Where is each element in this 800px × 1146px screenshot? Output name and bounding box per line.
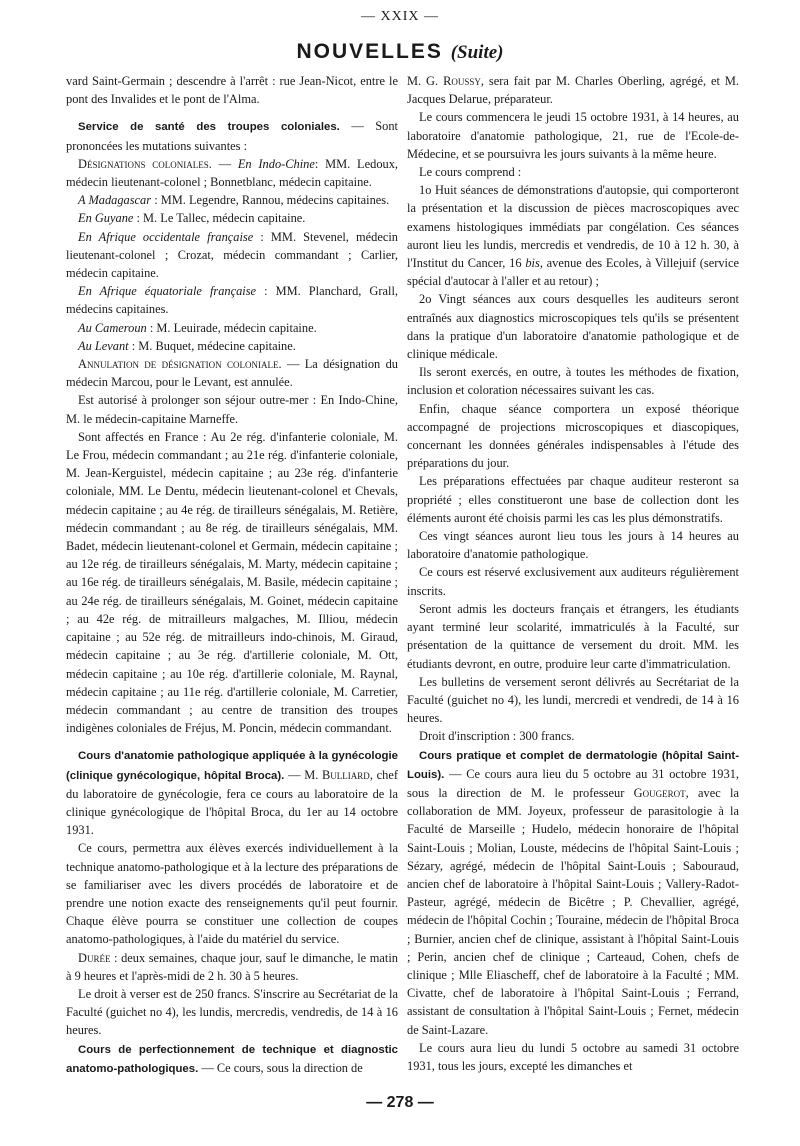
section-head-dermatologie: Cours pratique et complet de dermatologie (hôpital Saint-Louis). — [407, 749, 739, 781]
section-head-anapath: Cours d'anatomie pathologique appliquée à la gynécologie (clinique gynécologique, hôpital Broca). — [66, 750, 398, 782]
paragraph-inscription: Droit d'inscription : 300 francs. — [419, 729, 575, 744]
page-number: — 278 — — [366, 1094, 434, 1111]
paragraph-annulation: Annulation de désignation coloniale. — La désignation du médecin Marcou, pour le Levant, est annulée. — [66, 357, 398, 390]
roman-page-number: — XXIX — — [361, 9, 439, 24]
paragraph-exerces: Ils seront exercés, en outre, à toutes les méthodes de fixation, inclusion et coloration nécessaires suivant les cas. — [407, 365, 739, 398]
paragraph-continuation: vard Saint-Germain ; descendre à l'arrêt : rue Jean-Nicot, entre le pont des Invalides et le pont de l'Alma. — [66, 74, 398, 107]
paragraph-anapath: Cours d'anatomie pathologique appliquée à la gynécologie (clinique gynécologique, hôpital Broca). — M. Bulliard, chef du laboratoire de gynécologie, fera ce cours au laboratoire de la clinique gynécologique de l'hôpital Broca, du 1er au 14 octobre 1931. — [66, 750, 398, 838]
section-heading — [0, 40, 800, 64]
section-head-perfectionnement: Cours de perfectionnement de technique et diagnostic anatomo-pathologiques. — [66, 1043, 398, 1075]
right-column — [407, 72, 739, 1075]
paragraph-sante: Service de santé des troupes coloniales. — Sont prononcées les mutations suivantes : — [66, 119, 398, 153]
paragraph-aof: En Afrique occidentale française : MM. Stevenel, médecin lieutenant-colonel ; Crozat, médecin commandant ; Carlier, médecin capitaine. — [66, 229, 398, 281]
label-designations: Désignations coloniales. — [78, 156, 212, 171]
paragraph-dermatologie: Cours pratique et complet de dermatologie (hôpital Saint-Louis). — Ce cours aura lieu du 5 octobre au 31 octobre 1931, sous la direction de M. le professeur Gougerot, avec la collaboration de MM. Joyeux, professeur de parasitologie à la Faculté de Marseille ; Hudelo, médecin honoraire de l'hôpital Saint-Louis ; Molian, Louste, médecins de l'hôpital Saint-Louis ; Sézary, agrégé, médecin de l'hôpital Saint-Louis ; Sabouraud, ancien chef de laboratoire à l'hôpital Saint-Louis ; Vallery-Radot-Pasteur, agrégé, médecin de Bicêtre ; P. Chevallier, agrégé, médecin de l'hôpital Cochin ; Touraine, médecin de l'hôpital Broca ; Burnier, ancien chef de clinique, assistant à l'hôpital Saint-Louis ; Perin, ancien chef de clinique ; Carteaud, Cohen, chefs de clinique ; Mlle Eliascheff, chef de laboratoire à la Faculté ; MM. Civatte, chef de laboratoire à l'hôpital Saint-Louis ; Ferrand, assistant de consultation à l'hôpital Saint-Louis ; Fernet, médecin de Saint-Lazare. — [407, 749, 739, 1037]
paragraph-admis: Seront admis les docteurs français et étrangers, les étudiants ayant terminé leur scolarité, immatriculés à la Faculté, sur présentation de la quittance de versement du droit. MM. les étudiants devront, en outre, produire leur carte d'immatriculation. — [407, 601, 739, 671]
paragraph-vingt: Ces vingt séances auront lieu tous les jours à 14 heures au laboratoire d'anatomie pathologique. — [407, 529, 739, 562]
paragraph-designations: Désignations coloniales. — En Indo-Chine: MM. Ledoux, médecin lieutenant-colonel ; Bonnetblanc, médecin capitaine. — [66, 156, 399, 190]
paragraph-item-2: 2o Vingt séances aux cours desquelles les auditeurs seront entraînés aux diagnostics microscopiques tels qu'ils se présentent dans la pratique d'un laboratoire d'anatomie pathologique et de clinique médicale. — [407, 292, 739, 362]
paragraph-ce-cours: Ce cours, permettra aux élèves exercés individuellement à la technique anatomo-pathologique et à la lecture des préparations de se familiariser avec les divers procédés de laboratoire et de prendre une notion exacte des renseignements qu'il peut fournir. Chaque élève pourra se constituer une collection de coupes anatomo-pathologiques, à l'aide du matériel du service. — [66, 841, 398, 947]
paragraph-aef: En Afrique équatoriale française : MM. Planchard, Grall, médecins capitaines. — [66, 284, 398, 317]
paragraph-autorise: Est autorisé à prolonger son séjour outre-mer : En Indo-Chine, M. le médecin-capitaine Marneffe. — [66, 393, 398, 426]
paragraph-reserve: Ce cours est réservé exclusivement aux auditeurs régulièrement inscrits. — [407, 565, 739, 598]
section-head-sante: Service de santé des troupes coloniales. — [78, 121, 340, 134]
paragraph-duree: Durée : deux semaines, chaque jour, sauf le dimanche, le matin à 9 heures et l'après-midi de 2 h. 30 à 5 heures. — [66, 950, 398, 983]
paragraph-madagascar: A Madagascar : MM. Legendre, Rannou, médecins capitaines. — [78, 193, 390, 208]
paragraph-cameroun: Au Cameroun : M. Leuirade, médecin capitaine. — [78, 320, 317, 335]
paragraph-perfectionnement: Cours de perfectionnement de technique et diagnostic anatomo-pathologiques. — Ce cours, sous la direction de — [66, 1043, 398, 1075]
paragraph-derm-dates: Le cours aura lieu du lundi 5 octobre au samedi 31 octobre 1931, tous les jours, excepté les dimanches et — [407, 1040, 739, 1073]
paragraph-commencera: Le cours commencera le jeudi 15 octobre 1931, à 14 heures, au laboratoire d'anatomie pathologique, 21, rue de l'Ecole-de-Médecine, et se poursuivra les jours suivants à la même heure. — [407, 110, 739, 161]
paragraph-preparations: Les préparations effectuées par chaque auditeur resteront sa propriété ; elles constitueront une base de collection dont les éléments auront été choisis parmi les cas les plus démonstratifs. — [407, 474, 739, 525]
paragraph-levant: Au Levant : M. Buquet, médecine capitaine. — [78, 338, 296, 353]
paragraph-bulletins: Les bulletins de versement seront délivrés au Secrétariat de la Faculté (guichet no 4), les lundi, mercredi et vendredi, de 14 à 16 heures. — [407, 674, 739, 726]
heading-suite: (Suite) — [450, 42, 504, 63]
heading-title: NOUVELLES — [296, 40, 443, 63]
paragraph-roussy: M. G. Roussy, sera fait par M. Charles Oberling, agrégé, et M. Jacques Delarue, préparateur. — [407, 74, 739, 107]
paragraph-affectes: Sont affectés en France : Au 2e rég. d'infanterie coloniale, M. Le Frou, médecin commandant ; au 21e rég. d'infanterie coloniale, M. Jean-Kerguistel, médecin capitaine ; au 23e rég. d'infanterie coloniale, MM. Le Dentu, médecin lieutenant-colonel et Chevals, médecin capitaine ; au 4e rég. de tirailleurs sénégalais, M. Retière, médecin commandant ; au 8e rég. de tirailleurs sénégalais, MM. Badet, médecin lieutenant-colonel et Germain, médecin capitaine ; au 12e rég. de tirailleurs sénégalais, M. Marty, médecin capitaine ; au 16e rég. de tirailleurs sénégalais, M. Basile, médecin capitaine ; au 24e rég. de tirailleurs sénégalais, M. Goinet, médecin capitaine ; au 42e rég. de mitrailleurs malgaches, M. Illiou, médecin capitaine ; au 52e rég. de mitrailleurs indo-chinois, M. Giraud, médecin capitaine ; au 3e rég. d'artillerie coloniale, M. Ott, médecin capitaine ; au 10e rég. d'artillerie coloniale, M. Raynal, médecin capitaine ; au 11e rég. d'artillerie coloniale, M. Carretier, médecin commandant ; au centre de transition des troupes indigènes coloniales de Fréjus, M. Poncin, médecin commandant. — [66, 429, 398, 736]
left-column — [66, 72, 398, 1078]
paragraph-guyane: En Guyane : M. Le Tallec, médecin capitaine. — [78, 211, 306, 226]
paragraph-droit: Le droit à verser est de 250 francs. S'inscrire au Secrétariat de la Faculté (guichet no 4), les lundis, mercredis, vendredis, de 14 à 16 heures. — [66, 986, 398, 1038]
paragraph-item-1: 1o Huit séances de démonstrations d'autopsie, qui comporteront la présentation et la discussion de pièces macroscopiques avec examens histologiques immédiats par congélation. Ces séances auront lieu les lundis, mercredis et vendredis, de 10 à 12 h. 30, à l'Institut du Cancer, 16 bis, avenue des Ecoles, à Villejuif (service spécial d'autocar à l'aller et au retour) ; — [407, 183, 739, 289]
paragraph-comprend: Le cours comprend : — [419, 165, 522, 180]
paragraph-enfin: Enfin, chaque séance comportera un exposé théorique accompagné de projections microscopiques et diascopiques, concernant les données générales indispensables à l'étude des préparations du jour. — [407, 401, 739, 471]
